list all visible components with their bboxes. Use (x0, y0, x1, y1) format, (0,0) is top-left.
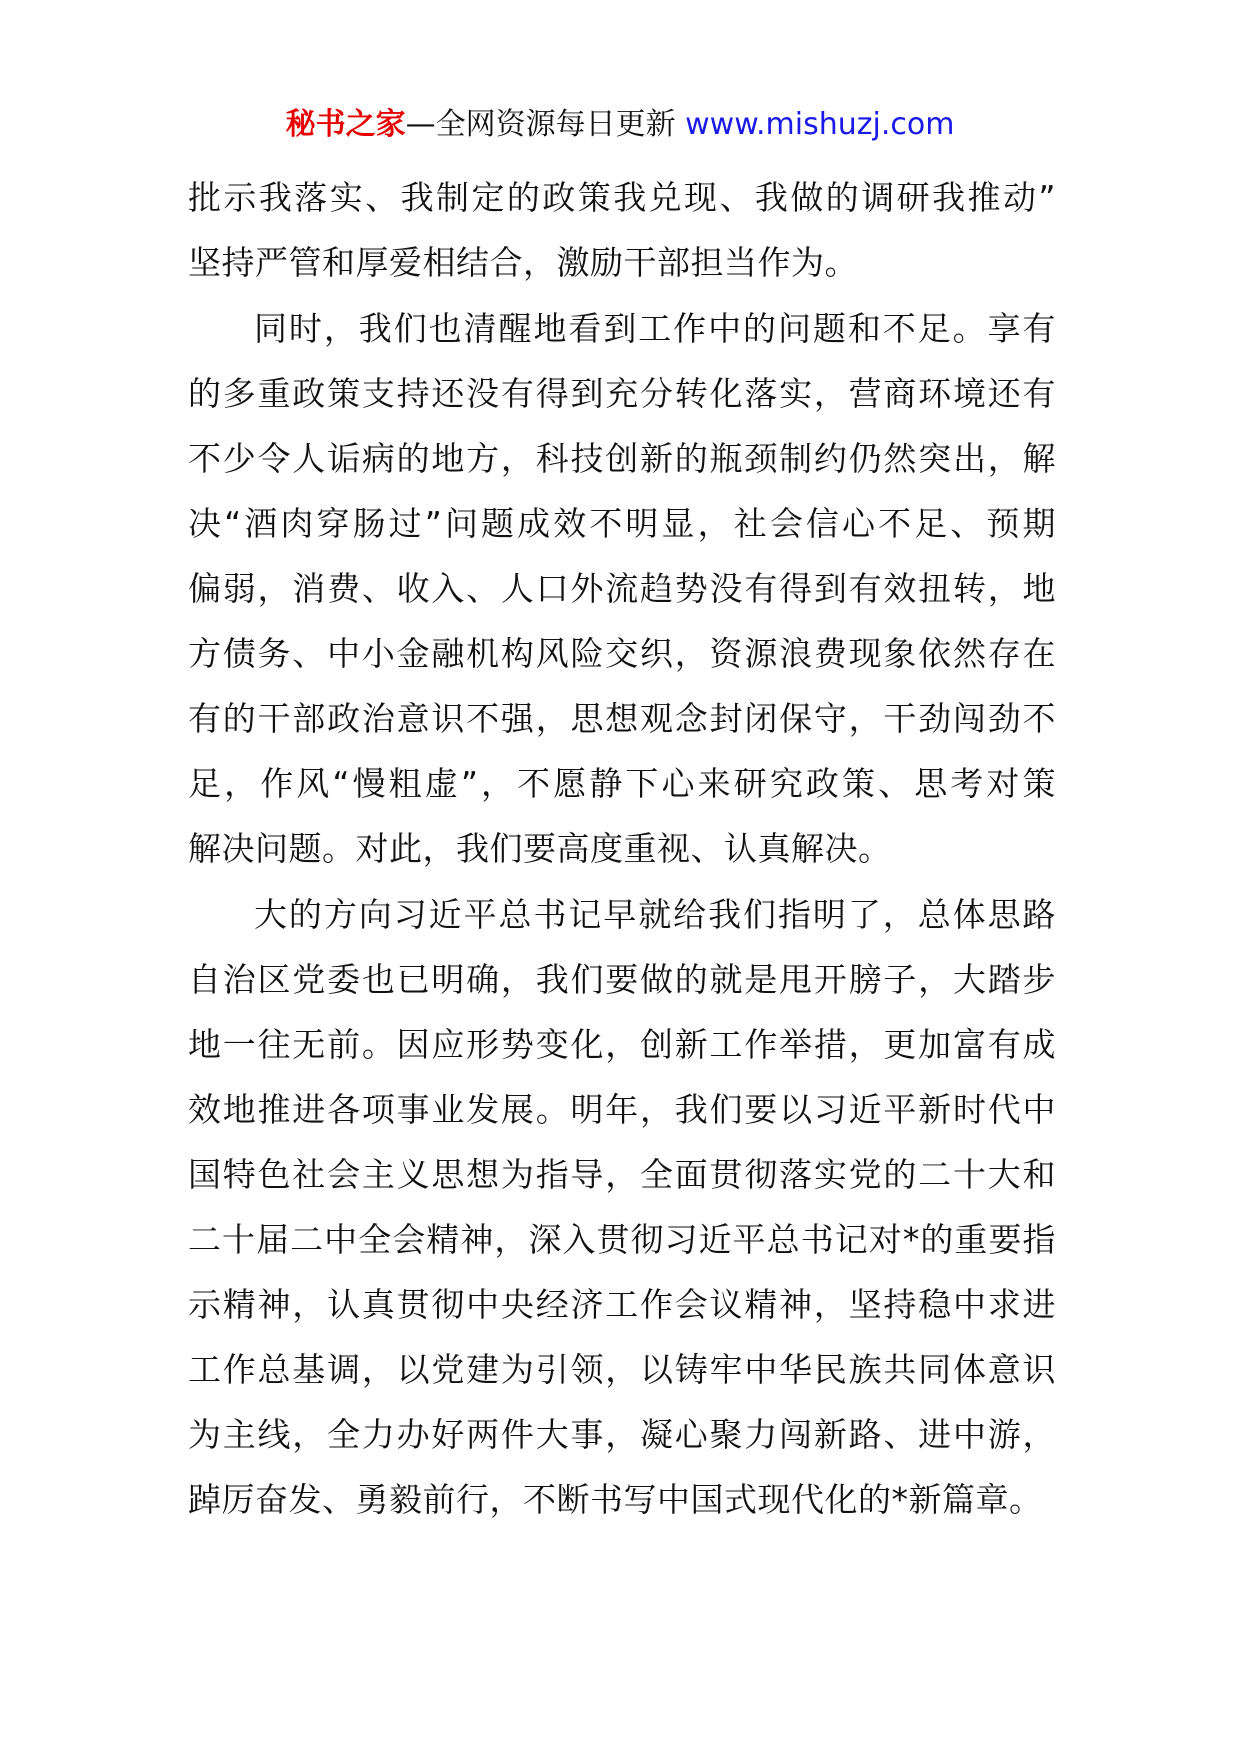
text-line: 不少令人诟病的地方，科技创新的瓶颈制约仍然突出，解 (188, 439, 1056, 478)
text-line: 方债务、中小金融机构风险交织，资源浪费现象依然存在 (188, 634, 1056, 673)
paragraph (188, 882, 1056, 1532)
text-line: 大的方向习近平总书记早就给我们指明了，总体思路 (254, 895, 1056, 934)
text-line: 示精神，认真贯彻中央经济工作会议精神，坚持稳中求进 (188, 1285, 1056, 1324)
page-header (0, 103, 1240, 147)
paragraph (188, 296, 1056, 881)
text-line: 坚持严管和厚爱相结合，激励干部担当作为。 (188, 243, 858, 282)
text-line: 自治区党委也已明确，我们要做的就是甩开膀子，大踏步 (188, 960, 1056, 999)
text-line: 决“酒肉穿肠过”问题成效不明显，社会信心不足、预期 (188, 504, 1056, 543)
text-line: 足，作风“慢粗虚”，不愿静下心来研究政策、思考对策 (188, 764, 1056, 803)
text-line: 踔厉奋发、勇毅前行，不断书写中国式现代化的*新篇章。 (188, 1480, 1043, 1519)
site-url[interactable]: www.mishuzj.com (685, 107, 955, 142)
text-line: 批示我落实、我制定的政策我兑现、我做的调研我推动” (188, 178, 1056, 217)
text-line: 偏弱，消费、收入、人口外流趋势没有得到有效扭转，地 (188, 569, 1056, 608)
text-line: 为主线，全力办好两件大事，凝心聚力闯新路、进中游， (188, 1415, 1056, 1454)
text-line: 工作总基调，以党建为引领，以铸牢中华民族共同体意识 (188, 1350, 1056, 1389)
document-body (188, 165, 1056, 1532)
text-line: 同时，我们也清醒地看到工作中的问题和不足。享有 (254, 309, 1056, 348)
brand-name: 秘书之家 (285, 107, 406, 142)
text-line: 解决问题。对此，我们要高度重视、认真解决。 (188, 829, 892, 868)
text-line: 的多重政策支持还没有得到充分转化落实，营商环境还有 (188, 374, 1056, 413)
paragraph (188, 165, 1056, 295)
header-tagline: —全网资源每日更新 (405, 107, 676, 142)
text-line: 二十届二中全会精神，深入贯彻习近平总书记对*的重要指 (188, 1220, 1056, 1259)
text-line: 地一往无前。因应形势变化，创新工作举措，更加富有成 (188, 1025, 1056, 1064)
text-line: 有的干部政治意识不强，思想观念封闭保守，干劲闯劲不 (188, 699, 1056, 738)
text-line: 国特色社会主义思想为指导，全面贯彻落实党的二十大和 (188, 1155, 1056, 1194)
text-line: 效地推进各项事业发展。明年，我们要以习近平新时代中 (188, 1090, 1056, 1129)
